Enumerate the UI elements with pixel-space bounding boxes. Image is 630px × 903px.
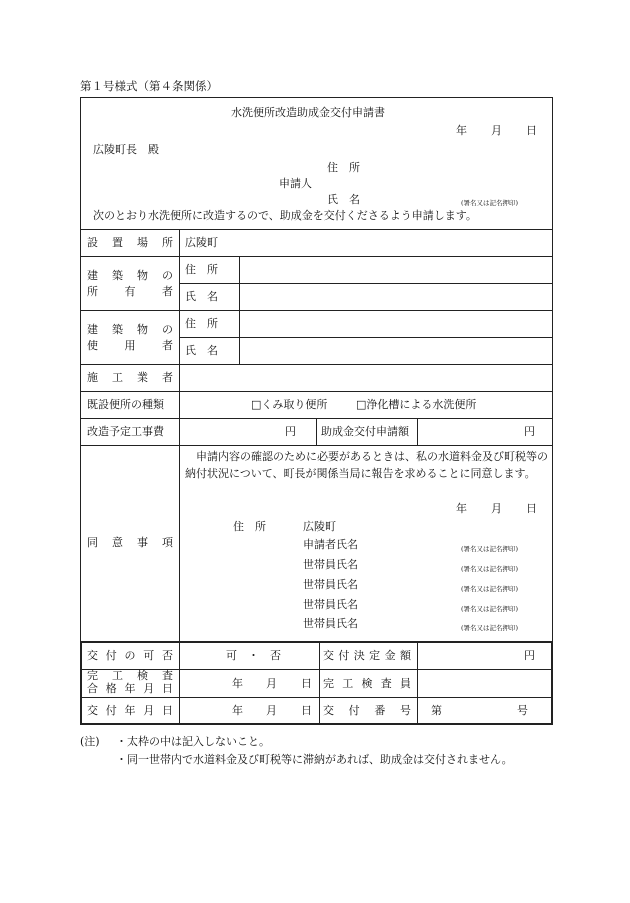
decided-amount-label: 交 付 決 定 金 額	[323, 649, 411, 662]
planned-cost-yen[interactable]: 円	[285, 425, 296, 438]
addressee: 広陵町長 殿	[93, 143, 159, 156]
consent-date-year[interactable]: 年	[456, 502, 467, 515]
form-number-label: 第１号様式（第４条関係）	[80, 79, 218, 93]
consent-label: 同 意 事 項	[87, 536, 173, 549]
consent-seal-note: (署名又は記名押印)	[461, 545, 519, 553]
application-form	[80, 97, 553, 725]
consent-address-value[interactable]: 広陵町	[303, 520, 336, 533]
user-label-line2: 使 用 者	[87, 339, 173, 352]
approval-label: 交 付 の 可 否	[87, 649, 173, 662]
location-label: 設 置 場 所	[87, 236, 173, 249]
consent-seal-note: (署名又は記名押印)	[461, 585, 519, 593]
owner-address-label: 住 所	[185, 263, 218, 276]
user-address-label: 住 所	[185, 317, 218, 330]
consent-member-name[interactable]: 世帯員氏名	[303, 598, 358, 611]
date-year-label[interactable]: 年	[456, 124, 467, 137]
consent-address-label: 住 所	[233, 520, 266, 533]
issue-number-dai[interactable]: 第	[431, 704, 442, 717]
user-label-line1: 建 築 物 の	[87, 323, 173, 336]
consent-date-month[interactable]: 月	[491, 502, 502, 515]
consent-seal-note: (署名又は記名押印)	[461, 605, 519, 613]
issue-number-label: 交 付 番 号	[323, 704, 411, 717]
subsidy-amount-yen[interactable]: 円	[524, 425, 535, 438]
owner-name-field[interactable]	[245, 290, 545, 304]
inspection-label-line2: 合 格 年 月 日	[87, 682, 173, 695]
note-2: ・同一世帯内で水道料金及び町税等に滞納があれば、助成金は交付されません。	[116, 753, 513, 766]
existing-option-septic[interactable]: □浄化槽による水洗便所	[356, 398, 477, 411]
applicant-address-label[interactable]: 住 所	[327, 161, 360, 174]
issue-date-label: 交 付 年 月 日	[87, 704, 173, 717]
decided-amount-yen[interactable]: 円	[524, 649, 535, 662]
approval-value[interactable]: 可 ・ 否	[226, 649, 281, 662]
consent-text: 申請内容の確認のために必要があるときは、私の水道料金及び町税等の納付状況について、町長が関係当局に報告を求めることに同意します。	[185, 450, 548, 480]
owner-address-field[interactable]	[245, 263, 545, 277]
consent-member-name[interactable]: 世帯員氏名	[303, 617, 358, 630]
contractor-label: 施 工 業 者	[87, 371, 173, 384]
consent-member-name[interactable]: 世帯員氏名	[303, 578, 358, 591]
issue-number-go[interactable]: 号	[517, 704, 528, 717]
existing-option-pit[interactable]: □くみ取り便所	[251, 398, 328, 411]
existing-toilet-label: 既設便所の種類	[87, 398, 164, 411]
contractor-field[interactable]	[185, 371, 545, 385]
seal-note: (署名又は記名押印)	[461, 199, 519, 207]
inspection-date-day[interactable]: 日	[301, 677, 312, 690]
inspector-label: 完 工 検 査 員	[323, 677, 411, 690]
inspection-date-month[interactable]: 月	[266, 677, 277, 690]
inspection-date-year[interactable]: 年	[232, 677, 243, 690]
date-day-label[interactable]: 日	[526, 124, 537, 137]
notes-prefix: (注)	[80, 735, 100, 748]
applicant-label: 申請人	[279, 177, 312, 190]
consent-date-day[interactable]: 日	[526, 502, 537, 515]
issue-date-year[interactable]: 年	[232, 704, 243, 717]
consent-member-name[interactable]: 世帯員氏名	[303, 558, 358, 571]
subsidy-amount-label: 助成金交付申請額	[321, 425, 409, 438]
consent-seal-note: (署名又は記名押印)	[461, 624, 519, 632]
owner-label-line1: 建 築 物 の	[87, 269, 173, 282]
applicant-name-label[interactable]: 氏 名	[327, 193, 360, 206]
inspection-label-line1: 完 工 検 査	[87, 669, 173, 682]
date-month-label[interactable]: 月	[491, 124, 502, 137]
user-address-field[interactable]	[245, 317, 545, 331]
planned-cost-label: 改造予定工事費	[87, 425, 164, 438]
form-title: 水洗便所改造助成金交付申請書	[231, 106, 385, 119]
user-name-label: 氏 名	[185, 344, 218, 357]
consent-seal-note: (署名又は記名押印)	[461, 565, 519, 573]
issue-date-day[interactable]: 日	[301, 704, 312, 717]
user-name-field[interactable]	[245, 344, 545, 358]
notes	[80, 733, 513, 769]
issue-date-month[interactable]: 月	[266, 704, 277, 717]
owner-label-line2: 所 有 者	[87, 285, 173, 298]
consent-applicant-name[interactable]: 申請者氏名	[303, 538, 358, 551]
application-statement: 次のとおり水洗便所に改造するので、助成金を交付くださるよう申請します。	[93, 209, 477, 222]
note-1: ・太枠の中は記入しないこと。	[116, 735, 270, 748]
owner-name-label: 氏 名	[185, 290, 218, 303]
location-value[interactable]: 広陵町	[185, 236, 218, 249]
